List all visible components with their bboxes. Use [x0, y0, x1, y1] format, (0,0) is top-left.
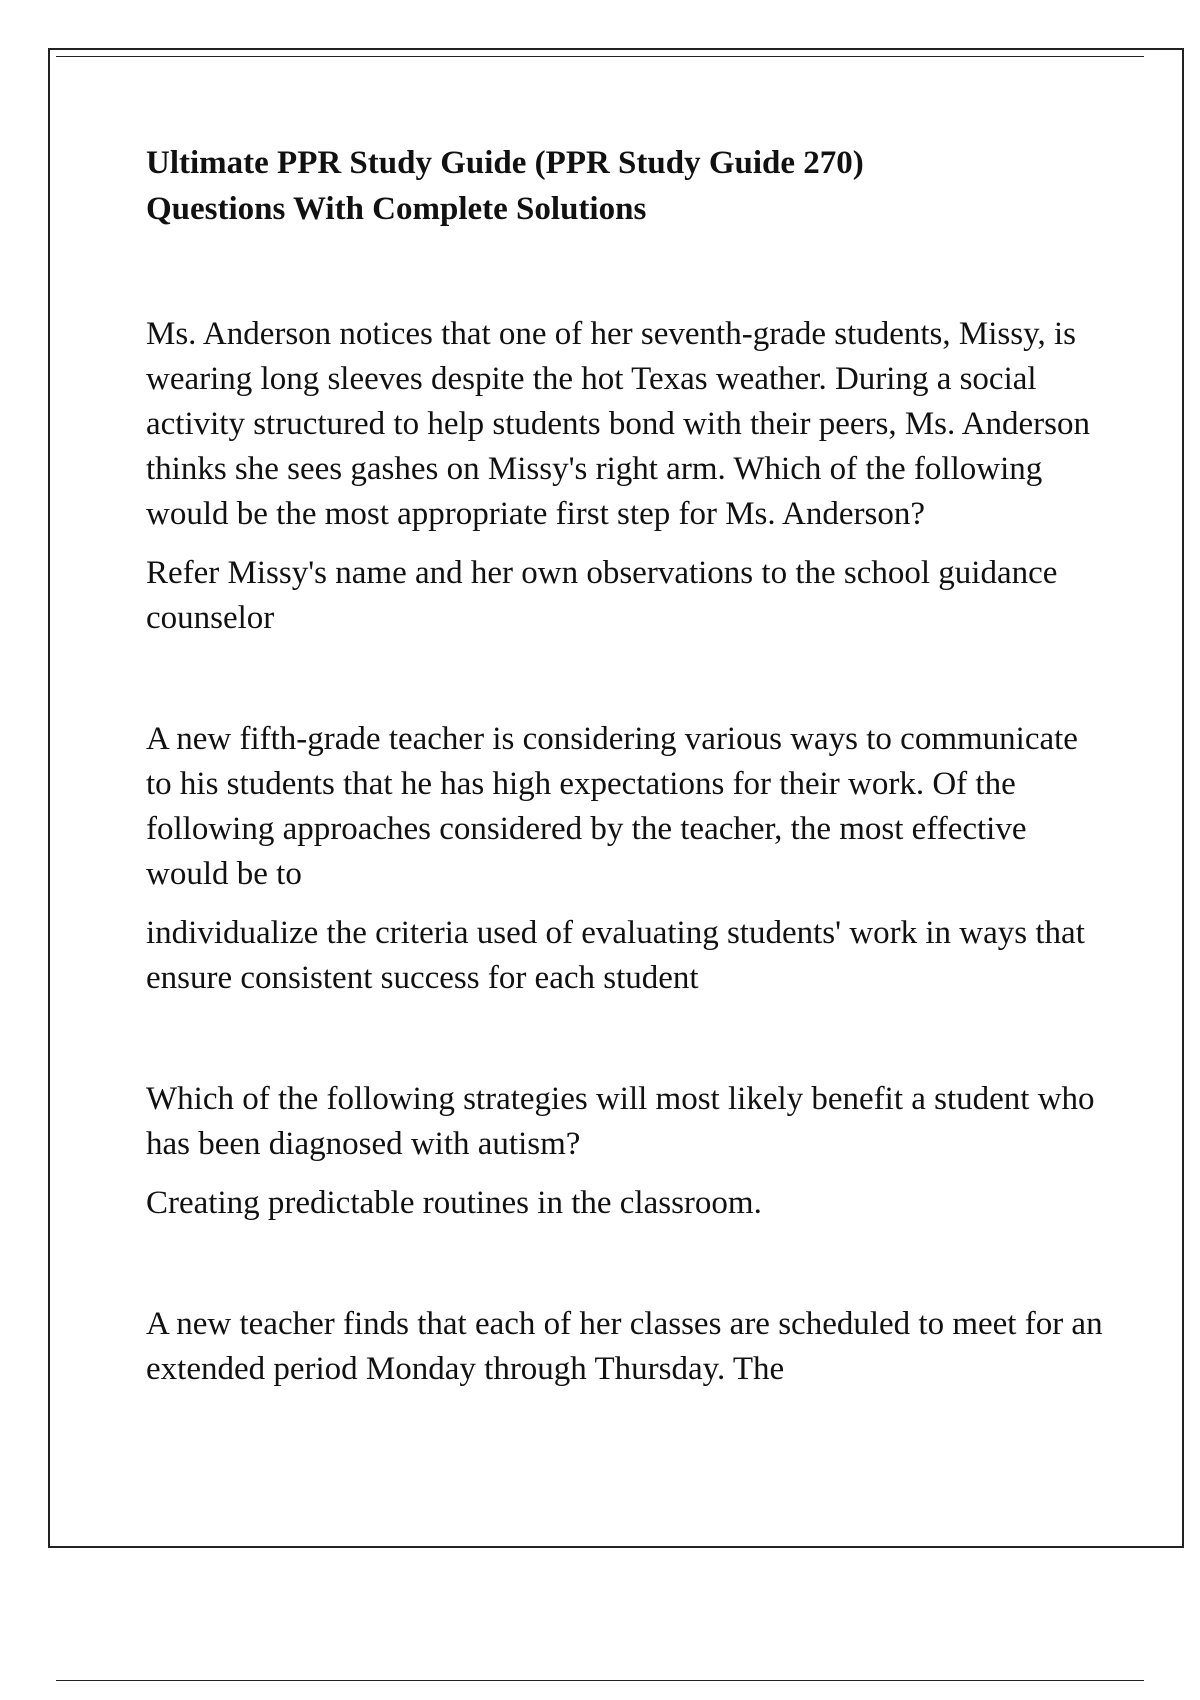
qa-item-4	[146, 1302, 1106, 1392]
question-text: Ms. Anderson notices that one of her seventh-grade students, Missy, is wearing long sleeves despite the hot Texas weather. During a social activity structured to help students bond with their peers, Ms. Anderson thinks she sees gashes on Missy's right arm. Which of the following would be the most appropriate first step for Ms. Anderson?	[146, 316, 1091, 532]
qa-item-3	[146, 1077, 1106, 1226]
qa-item-2	[146, 717, 1106, 1001]
question-text: A new fifth-grade teacher is considering various ways to communicate to his students that he has high expectations for their work. Of the following approaches considered by the teacher, the most effective would be to	[146, 721, 1078, 892]
qa-item-1	[146, 312, 1106, 641]
answer-text: individualize the criteria used of evaluating students' work in ways that ensure consistent success for each student	[146, 915, 1085, 996]
question-text: Which of the following strategies will most likely benefit a student who has been diagnosed with autism?	[146, 1081, 1095, 1162]
question-text: A new teacher finds that each of her classes are scheduled to meet for an extended period Monday through Thursday. The	[146, 1306, 1103, 1387]
title-line-1: Ultimate PPR Study Guide (PPR Study Guide 270)	[146, 145, 864, 181]
answer-text: Creating predictable routines in the classroom.	[146, 1185, 762, 1221]
title-line-2: Questions With Complete Solutions	[146, 191, 647, 227]
footer-rule	[56, 1680, 1144, 1681]
document-content	[146, 140, 1106, 1468]
document-title	[146, 140, 1106, 232]
answer-text: Refer Missy's name and her own observations to the school guidance counselor	[146, 555, 1058, 636]
